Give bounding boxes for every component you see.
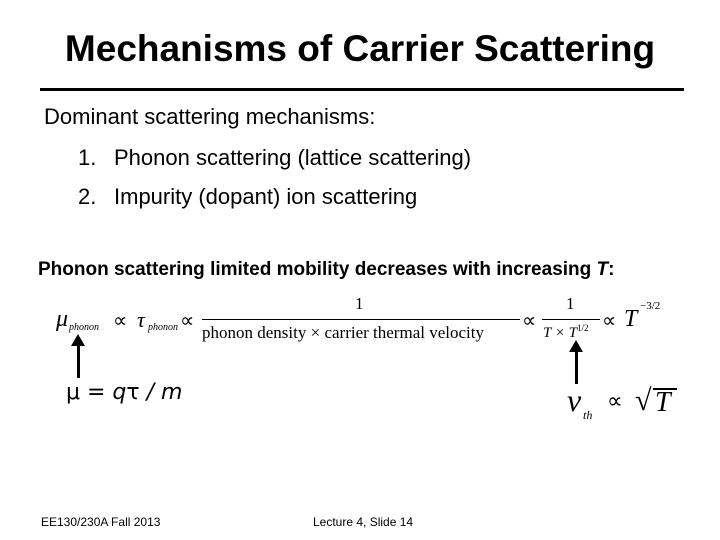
velocity-symbol: v: [567, 382, 582, 418]
proportional-symbol: ∝: [607, 388, 623, 413]
eq-fraction-denominator: phonon density × carrier thermal velocity: [202, 323, 484, 342]
eq-fraction-bar: [542, 319, 600, 320]
intro-text: Dominant scattering mechanisms:: [44, 104, 376, 129]
title-underline: [40, 88, 684, 91]
mobility-tau: τ: [126, 380, 140, 405]
eq-tau-subscript: phonon: [148, 322, 178, 333]
up-arrow-icon: [575, 350, 578, 384]
temperature-symbol: T: [655, 387, 671, 418]
eq-mu-symbol: μ: [56, 306, 69, 332]
eq-fraction-bar: [202, 319, 520, 320]
sqrt-icon: √: [635, 384, 652, 417]
eq-proportional-symbol: ∝: [180, 310, 195, 332]
eq-result-exponent: −3/2: [640, 300, 661, 312]
eq-result-variable: T: [624, 306, 638, 332]
mobility-statement: [38, 259, 614, 281]
list-item: [78, 184, 417, 210]
eq-fraction-numerator: 1: [355, 294, 364, 313]
statement-variable: T: [596, 259, 609, 280]
list-item-number: 2.: [78, 184, 97, 209]
list-item-text: Phonon scattering (lattice scattering): [114, 145, 472, 170]
list-item-number: 1.: [78, 145, 97, 170]
footer-slide-number: Lecture 4, Slide 14: [313, 515, 414, 529]
list-item-text: Impurity (dopant) ion scattering: [114, 184, 418, 209]
mobility-symbol: μ: [66, 380, 80, 405]
statement-text: Phonon scattering limited mobility decreases with increasing: [38, 259, 597, 280]
phonon-mobility-equation: [0, 290, 720, 350]
eq-denominator-text: T × T: [543, 325, 578, 341]
list-item: [78, 145, 471, 171]
mobility-definition-tail: / m: [139, 380, 183, 405]
eq-proportional-symbol: ∝: [602, 310, 617, 332]
eq-denominator-exponent: 1/2: [577, 323, 589, 333]
eq-proportional-symbol: ∝: [522, 310, 537, 332]
velocity-subscript: th: [583, 408, 593, 422]
statement-suffix: :: [608, 259, 615, 280]
eq-fraction-numerator: 1: [566, 294, 575, 313]
slide-title: Mechanisms of Carrier Scattering: [64, 28, 656, 69]
up-arrow-icon: [77, 344, 80, 378]
eq-mu-subscript: phonon: [69, 322, 99, 333]
mobility-definition-rhs: = q: [80, 380, 127, 405]
mobility-definition: [66, 380, 182, 405]
footer-course: EE130/230A Fall 2013: [41, 515, 161, 529]
eq-proportional-symbol: ∝: [113, 310, 128, 332]
eq-tau-symbol: τ: [137, 307, 145, 332]
